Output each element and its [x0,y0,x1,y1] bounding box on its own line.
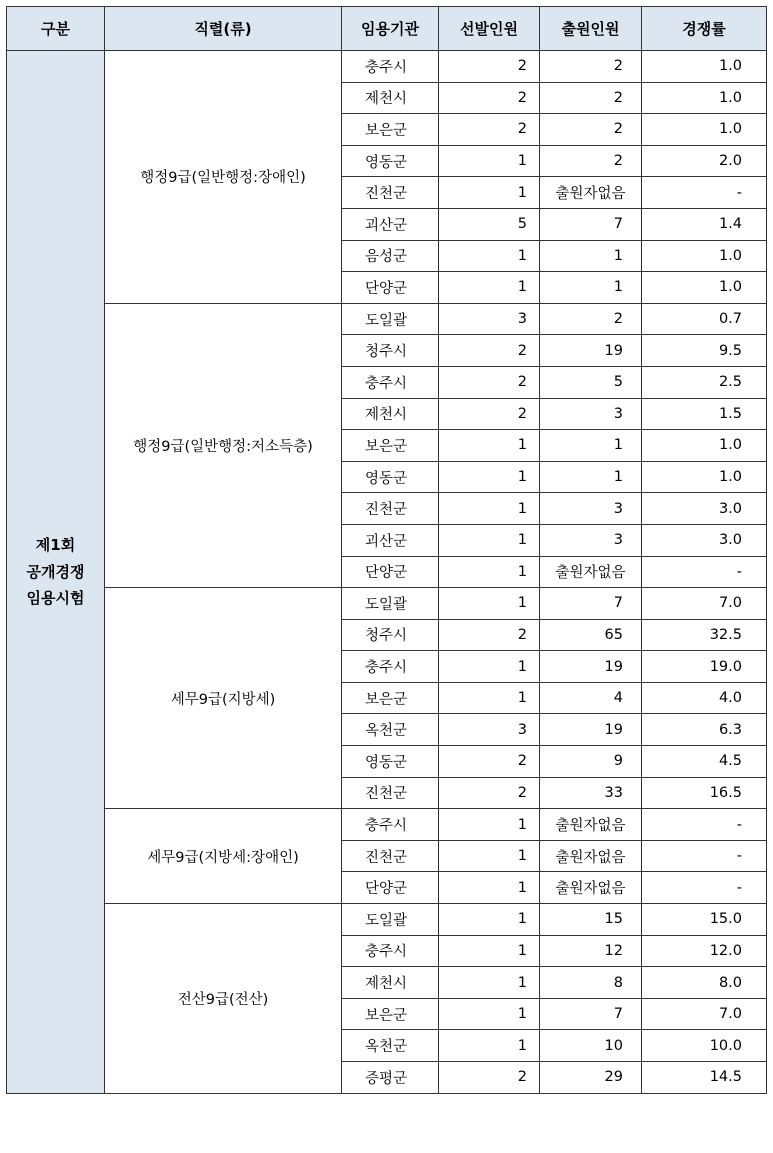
agency-cell: 충주시 [342,935,439,967]
ratio-cell: - [642,840,767,872]
category-line: 제1회 [35,536,76,555]
header-applicants: 출원인원 [540,7,642,51]
selected-cell: 2 [439,619,540,651]
selected-cell: 1 [439,430,540,462]
agency-cell: 도일괄 [342,904,439,936]
agency-cell: 청주시 [342,335,439,367]
selected-cell: 1 [439,904,540,936]
selected-cell: 3 [439,303,540,335]
selected-cell: 1 [439,145,540,177]
selected-cell: 1 [439,998,540,1030]
position-cell: 세무9급(지방세) [105,588,342,809]
table-row [7,303,767,335]
applicants-cell: 3 [540,524,642,556]
ratio-cell: 3.0 [642,493,767,525]
applicants-cell: 1 [540,272,642,304]
agency-cell: 영동군 [342,461,439,493]
selected-cell: 1 [439,651,540,683]
agency-cell: 옥천군 [342,1030,439,1062]
agency-cell: 보은군 [342,430,439,462]
agency-cell: 옥천군 [342,714,439,746]
competition-results-table [6,6,767,1094]
selected-cell: 2 [439,398,540,430]
ratio-cell: 8.0 [642,967,767,999]
ratio-cell: 19.0 [642,651,767,683]
position-cell: 세무9급(지방세:장애인) [105,809,342,904]
ratio-cell: 0.7 [642,303,767,335]
agency-cell: 보은군 [342,114,439,146]
category-line: 임용시험 [26,588,85,607]
ratio-cell: - [642,809,767,841]
applicants-cell: 2 [540,114,642,146]
applicants-cell: 1 [540,461,642,493]
header-selected: 선발인원 [439,7,540,51]
ratio-cell: 6.3 [642,714,767,746]
header-ratio: 경쟁률 [642,7,767,51]
ratio-cell: 1.0 [642,272,767,304]
applicants-cell: 출원자없음 [540,556,642,588]
agency-cell: 영동군 [342,145,439,177]
applicants-cell: 출원자없음 [540,840,642,872]
table-header [7,7,767,51]
applicants-cell: 출원자없음 [540,809,642,841]
agency-cell: 증평군 [342,1062,439,1094]
selected-cell: 1 [439,556,540,588]
ratio-cell: 16.5 [642,777,767,809]
applicants-cell: 12 [540,935,642,967]
agency-cell: 제천시 [342,398,439,430]
selected-cell: 1 [439,840,540,872]
applicants-cell: 19 [540,335,642,367]
ratio-cell: 1.0 [642,51,767,83]
selected-cell: 1 [439,272,540,304]
ratio-cell: 1.0 [642,430,767,462]
agency-cell: 도일괄 [342,588,439,620]
selected-cell: 2 [439,51,540,83]
applicants-cell: 9 [540,746,642,778]
position-cell: 전산9급(전산) [105,904,342,1094]
agency-cell: 괴산군 [342,524,439,556]
agency-cell: 청주시 [342,619,439,651]
selected-cell: 2 [439,335,540,367]
ratio-cell: 4.0 [642,682,767,714]
applicants-cell: 4 [540,682,642,714]
header-category: 구분 [7,7,105,51]
applicants-cell: 2 [540,145,642,177]
ratio-cell: 1.0 [642,240,767,272]
agency-cell: 음성군 [342,240,439,272]
applicants-cell: 출원자없음 [540,872,642,904]
agency-cell: 충주시 [342,51,439,83]
ratio-cell: - [642,556,767,588]
selected-cell: 1 [439,588,540,620]
agency-cell: 충주시 [342,651,439,683]
applicants-cell: 3 [540,398,642,430]
selected-cell: 2 [439,777,540,809]
selected-cell: 2 [439,82,540,114]
header-position: 직렬(류) [105,7,342,51]
ratio-cell: 2.5 [642,366,767,398]
selected-cell: 5 [439,208,540,240]
ratio-cell: 10.0 [642,1030,767,1062]
table-row [7,51,767,83]
ratio-cell: 12.0 [642,935,767,967]
applicants-cell: 2 [540,82,642,114]
header-agency: 임용기관 [342,7,439,51]
agency-cell: 영동군 [342,746,439,778]
position-cell: 행정9급(일반행정:저소득층) [105,303,342,587]
ratio-cell: 4.5 [642,746,767,778]
applicants-cell: 3 [540,493,642,525]
agency-cell: 진천군 [342,177,439,209]
ratio-cell: 3.0 [642,524,767,556]
selected-cell: 1 [439,240,540,272]
agency-cell: 보은군 [342,998,439,1030]
applicants-cell: 65 [540,619,642,651]
agency-cell: 단양군 [342,272,439,304]
agency-cell: 단양군 [342,872,439,904]
agency-cell: 괴산군 [342,208,439,240]
ratio-cell: 14.5 [642,1062,767,1094]
table-body [7,51,767,1094]
ratio-cell: 1.0 [642,82,767,114]
agency-cell: 단양군 [342,556,439,588]
selected-cell: 1 [439,682,540,714]
agency-cell: 진천군 [342,777,439,809]
selected-cell: 1 [439,177,540,209]
ratio-cell: 7.0 [642,998,767,1030]
agency-cell: 충주시 [342,809,439,841]
applicants-cell: 15 [540,904,642,936]
applicants-cell: 출원자없음 [540,177,642,209]
agency-cell: 진천군 [342,493,439,525]
agency-cell: 진천군 [342,840,439,872]
selected-cell: 1 [439,461,540,493]
applicants-cell: 7 [540,588,642,620]
agency-cell: 제천시 [342,967,439,999]
applicants-cell: 19 [540,714,642,746]
ratio-cell: - [642,872,767,904]
selected-cell: 1 [439,872,540,904]
selected-cell: 1 [439,809,540,841]
applicants-cell: 5 [540,366,642,398]
applicants-cell: 29 [540,1062,642,1094]
ratio-cell: 2.0 [642,145,767,177]
applicants-cell: 8 [540,967,642,999]
selected-cell: 2 [439,746,540,778]
ratio-cell: 15.0 [642,904,767,936]
applicants-cell: 19 [540,651,642,683]
ratio-cell: 32.5 [642,619,767,651]
selected-cell: 2 [439,366,540,398]
applicants-cell: 2 [540,51,642,83]
header-row [7,7,767,51]
category-line: 공개경쟁 [26,562,85,581]
ratio-cell: 1.0 [642,461,767,493]
ratio-cell: 1.5 [642,398,767,430]
applicants-cell: 1 [540,430,642,462]
table-row [7,809,767,841]
selected-cell: 1 [439,967,540,999]
table-row [7,588,767,620]
applicants-cell: 1 [540,240,642,272]
selected-cell: 1 [439,935,540,967]
selected-cell: 1 [439,524,540,556]
selected-cell: 1 [439,1030,540,1062]
ratio-cell: 1.0 [642,114,767,146]
applicants-cell: 7 [540,998,642,1030]
agency-cell: 도일괄 [342,303,439,335]
applicants-cell: 10 [540,1030,642,1062]
ratio-cell: 1.4 [642,208,767,240]
table-row [7,904,767,936]
ratio-cell: - [642,177,767,209]
ratio-cell: 7.0 [642,588,767,620]
category-cell [7,51,105,1094]
agency-cell: 보은군 [342,682,439,714]
selected-cell: 1 [439,493,540,525]
selected-cell: 2 [439,1062,540,1094]
selected-cell: 3 [439,714,540,746]
position-cell: 행정9급(일반행정:장애인) [105,51,342,304]
applicants-cell: 7 [540,208,642,240]
selected-cell: 2 [439,114,540,146]
agency-cell: 제천시 [342,82,439,114]
applicants-cell: 33 [540,777,642,809]
agency-cell: 충주시 [342,366,439,398]
ratio-cell: 9.5 [642,335,767,367]
applicants-cell: 2 [540,303,642,335]
